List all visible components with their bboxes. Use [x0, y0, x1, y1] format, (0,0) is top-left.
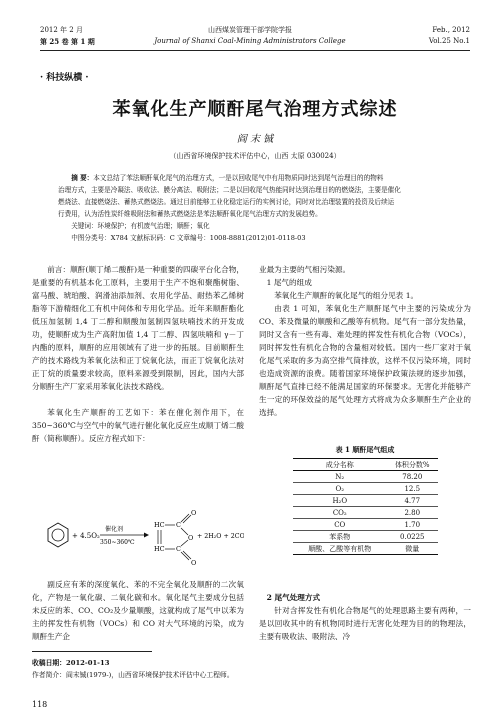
header-month: Feb., 2012: [432, 26, 470, 34]
table-row: O₂ 12.5: [293, 483, 438, 495]
right-column-lower: [259, 591, 471, 643]
temperature-text: 350~360℃: [100, 539, 135, 546]
left-column: [32, 263, 244, 458]
table-row: CO 1.70: [293, 519, 438, 531]
journal-name-en: Journal of Shanxi Coal-Mining Administrators College: [154, 37, 346, 45]
svg-text:HC: HC: [154, 521, 165, 529]
abstract-line-2: 治理方式，主要是冷凝法、吸收法、膜分离法、吸附法；二是以回收尾气热能同时达到治理目的的燃烧法，主要是催化: [58, 186, 401, 194]
article-author: 阎 末 铖: [236, 134, 274, 145]
table-row: 顺酸、乙酸等有机物 微量: [293, 543, 438, 555]
svg-text:O: O: [191, 559, 197, 567]
left-column-lower: [32, 578, 244, 643]
right-column: [259, 263, 471, 432]
header-right: [429, 25, 470, 47]
svg-text:C: C: [176, 545, 181, 553]
process-paragraph: 苯氧化生产顺酐的工艺如下：苯在催化剂作用下，在 350~360℃与空气中的氧气进行催化氧化反应生成顺丁烯二酸酐（简称顺酐）。反应方程式如下：: [32, 408, 244, 443]
article-affiliation: （山西省环境保护技术评估中心，山西 太原 030024）: [169, 152, 341, 160]
benzene-ring: [48, 523, 68, 547]
reaction-equation-svg: [32, 507, 244, 575]
section-1-heading: 1 尾气的组成: [266, 278, 312, 287]
table-header-fraction: 体积分数%: [394, 460, 430, 469]
classification-line: 中图分类号：X784 文献标识码：C 文章编号：1008-8881(2012)01-0118-03: [71, 234, 306, 242]
footer-notes: [32, 657, 234, 681]
table-row: H₂O 4.77: [293, 495, 438, 507]
keywords: 关键词：环境保护；有机废气治理；顺酐；氧化: [71, 222, 210, 230]
article-title: 苯氧化生产顺酐尾气治理方式综述: [112, 99, 398, 120]
abstract-block: [58, 172, 458, 244]
side-reaction-paragraph: 副反应有苯的深度氧化、苯的不完全氧化及顺酐的二次氧化，产物是一氧化碳、二氧化碳和水。氧化尾气主要成分包括未反应的苯、CO、CO₂及少量顺酸，这就构成了尾气中以苯为主的挥发性有机物（VOCs）和 CO 对大气环境的污染，成为顺酐生产企: [32, 580, 244, 641]
reaction-equation: [32, 507, 244, 575]
table-row: CO₂ 2.80: [293, 507, 438, 519]
table-header-row: [293, 459, 438, 471]
section-1-discussion: 由表 1 可知，苯氧化生产顺酐尾气中主要的污染成分为 CO、苯及微量的顺酸和乙酸等有机物。尾气有一部分发热量，同时又含有一些有毒、难处理的挥发性有机化合物（VOCs），同时挥发性有机化合物的含量相对较低。国内一些厂家对于氧化尾气采取的多为高空排气筒排放，这样不仅污染环境，同时也造成资源的浪费。随着国家环境保护政策法规的逐步加强，顺酐尾气直排已经不能满足国家的环保要求。无害化并能够产生一定的环保效益的尾气处理方式将成为众多顺酐生产企业的选择。: [259, 304, 471, 417]
section-2-heading: 2 尾气处理方式: [266, 593, 321, 602]
arrow-head: [144, 533, 149, 538]
page-number: 118: [32, 700, 48, 709]
composition-table: [293, 458, 438, 555]
abstract-label: 摘 要：: [71, 174, 94, 182]
table-row: 苯系物 0.0225: [293, 531, 438, 543]
header-rule: [40, 50, 470, 51]
header-date: 2012 年 2 月: [40, 26, 83, 34]
abstract-line-1: 摘 要：本文总结了苯法顺酐氧化尾气的治理方式，一是以回收尾气中有用物质同时达到尾气治理目的的物料: [71, 174, 384, 182]
table-row: N₂ 78.20: [293, 471, 438, 483]
table-1-caption: 表 1 顺酐尾气组成: [335, 445, 395, 454]
reactant-text: + 4.5O₂: [72, 532, 100, 540]
catalyst-text: 催化剂: [105, 526, 124, 533]
intro-paragraph: 前言：顺酐(顺丁烯二酸酐)是一种重要的四碳平台化合物，是重要的有机基本化工原料，主要用于生产不饱和聚酯树脂、富马酸、琥珀酸、润滑油添加剂、农用化学品、耐热苯乙烯树脂等下游精细化工有机中间体和专用化学品。近年来顺酐酯化低压加氢制 1,4 丁二醇和顺酸加氢制四氢呋喃技术的开发成功，使顺酐成为生产高附加值 1,4 丁二醇、四氢呋喃和 γ－丁内酯的原料，顺酐的应用领域有了进一步的拓展。目前顺酐生产的技术路线为苯氧化法和正丁烷氧化法，而正丁烷氧化法对正丁烷的质量要求较高，原料来源受到限制，因此，国内大部分顺酐生产厂家采用苯氧化法技术路线。: [32, 265, 244, 391]
svg-text:O: O: [188, 534, 194, 542]
section-1-text: 苯氧化生产顺酐的氧化尾气的组分见表 1。: [274, 291, 419, 300]
svg-text:O: O: [191, 509, 197, 517]
maleic-anhydride: [154, 509, 196, 567]
section-2-text: 针对含挥发性有机化合物尾气的处理思路主要有两种，一是以回收其中的有机物同时进行无害化处理为目的的物理法，主要有吸收法、吸附法、冷: [259, 606, 471, 641]
header-volume: 第 25 卷 第 1 期: [40, 37, 95, 46]
right-intro-line: 业最为主要的气相污染源。: [259, 265, 351, 274]
table-header-component: 成分名称: [325, 460, 354, 469]
journal-name-cn: 山西煤炭管理干部学院学报: [208, 26, 292, 34]
abstract-line-3: 燃烧法、直接燃烧法、蓄热式燃烧法。通过目前能够工业化稳定运行的实例讨论，同时对比治理装置的投资及后续运: [58, 198, 395, 206]
header-vol-no: Vol.25 No.1: [428, 37, 470, 45]
header-left: [40, 25, 95, 47]
footer-rule: [32, 651, 152, 652]
svg-text:C: C: [176, 521, 181, 529]
author-note: 作者简介：阎末铖(1979-)，山西省环境保护技术评估中心工程师。: [32, 671, 234, 679]
svg-text:HC: HC: [154, 545, 165, 553]
table-1: [293, 458, 438, 555]
received-date: 收稿日期：2012-01-13: [32, 659, 110, 667]
products-text: + 2H₂O + 2CO₂: [197, 533, 244, 540]
header-center: [120, 25, 380, 47]
column-tag: · 科技纵横 ·: [40, 73, 89, 83]
abstract-line-4: 行费用，认为活性炭纤维吸附法和蓄热式燃烧法是苯法顺酐氧化尾气治理方式的发展趋势。: [58, 210, 322, 218]
